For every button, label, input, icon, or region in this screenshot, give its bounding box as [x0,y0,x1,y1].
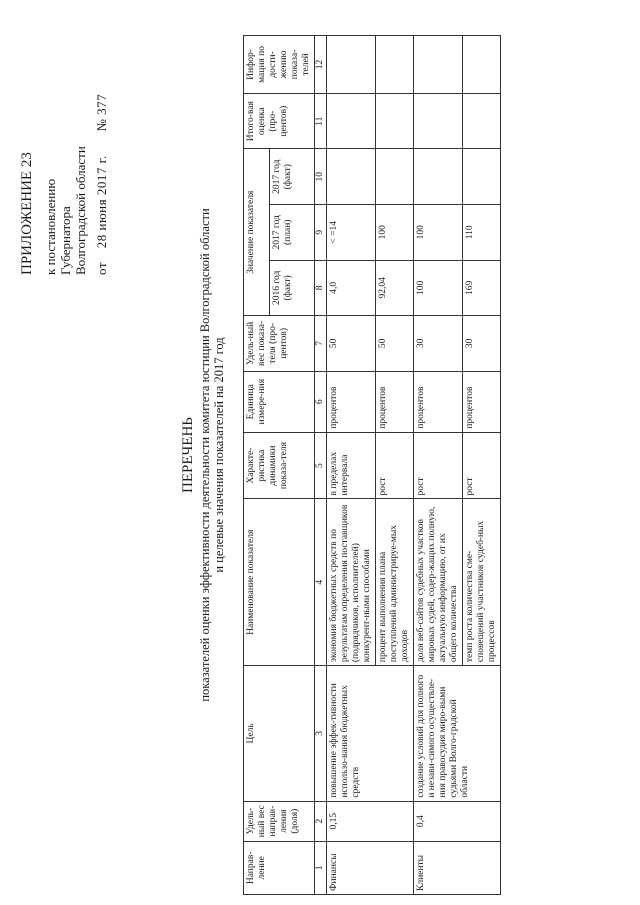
col-header-values-group: Значение показателя [244,149,270,316]
table-header-row [244,36,270,895]
cell-unit: процентов [376,371,414,432]
column-number: 6 [315,371,327,432]
date-year: 2017 г. [94,155,109,196]
cell-info [327,36,376,94]
subtitle-line-1: показателей оценки эффективности деятельности комитета юстиции Волгоградской области [198,208,212,702]
cell-direction: Финансы [327,841,414,894]
col-header-direction: Направ-ление [244,841,315,894]
column-number: 8 [315,260,327,316]
cell-2016: 169 [463,260,501,316]
cell-indicator: темп роста количества сме-сповещений участников судеб-ных процессов [463,499,501,666]
cell-direction: Клиенты [414,841,501,894]
governor-line: Губернатора [58,206,73,275]
cell-dynamics: в пределах интервала [327,432,376,499]
cell-indicator: доля веб-сайтов судебных участков мировых судей, содер-жащих полную, актуальную информацию, от их общего количества [414,499,463,666]
indicators-table [243,35,501,895]
cell-indicator-weight: 30 [463,316,501,372]
column-number: 3 [315,666,327,802]
column-number: 10 [315,149,327,205]
region-line: Волгоградской области [73,146,88,275]
cell-info [463,36,501,94]
date-day: 28 [94,234,109,249]
cell-indicator-weight: 50 [327,316,376,372]
col-header-weight: Удель-ный вес направ-ления (доля) [244,801,315,841]
cell-unit: процентов [463,371,501,432]
cell-dynamics: рост [463,432,501,499]
column-number: 11 [315,93,327,149]
column-number: 5 [315,432,327,499]
cell-weight: 0,4 [414,801,501,841]
decree-line: к постановлению [43,178,58,275]
cell-total [376,93,414,149]
document-subtitle [198,65,226,845]
col-header-info: Инфор-мация по дости-жению показа-телей [244,36,315,94]
cell-2017-plan: 110 [463,205,501,261]
column-number: 1 [315,841,327,894]
table-row [327,36,376,895]
col-header-dynamics: Характе-ристика динамики показа-теля [244,432,315,499]
cell-2017-fact [376,149,414,205]
cell-goal: создание условий для полного и незави-симого осуществле-ния правосудия миро-выми судьями Волго-градской области [414,666,501,802]
cell-2016: 4,0 [327,260,376,316]
decree-number: 377 [94,93,109,115]
cell-unit: процентов [414,371,463,432]
decree-date-line [94,35,109,275]
cell-weight: 0,15 [327,801,414,841]
cell-total [414,93,463,149]
cell-goal: повышение эффек-тивности использо-вания бюджетных средств [327,666,414,802]
cell-2016: 100 [414,260,463,316]
cell-info [414,36,463,94]
col-header-2017-plan: 2017 год (план) [270,205,315,261]
cell-dynamics: рост [414,432,463,499]
cell-2017-plan: 100 [376,205,414,261]
col-header-unit: Единица измере-ния [244,371,315,432]
subtitle-line-2: и целевые значения показателей на 2017 год [212,337,226,573]
cell-indicator-weight: 30 [414,316,463,372]
column-number-row [315,36,327,895]
col-header-total: Итого-вая оценка (про-центов) [244,93,315,149]
cell-2017-fact [414,149,463,205]
decree-header [20,35,109,275]
cell-2017-plan: < =14 [327,205,376,261]
cell-indicator: экономия бюджетных средств по результатам определения поставщиков (подрядчиков, исполнителей) конкурент-ными способами [327,499,376,666]
cell-2017-plan: 100 [414,205,463,261]
number-label: № [94,118,109,132]
col-header-indicator-weight: Удель-ный вес показа-теля (про-центов) [244,316,315,372]
cell-unit: процентов [327,371,376,432]
cell-indicator-weight: 50 [376,316,414,372]
cell-dynamics: рост [376,432,414,499]
date-month: июня [94,198,109,231]
column-number: 9 [315,205,327,261]
col-header-goal: Цель [244,666,315,802]
cell-info [376,36,414,94]
cell-2017-fact [327,149,376,205]
cell-total [463,93,501,149]
cell-2016: 92,04 [376,260,414,316]
document-title: ПЕРЕЧЕНЬ [180,417,196,493]
cell-total [327,93,376,149]
cell-indicator: процент выполнения плана поступлений администрируе-мых доходов [376,499,414,666]
col-header-2016: 2016 год (факт) [270,260,315,316]
appendix-label: ПРИЛОЖЕНИЕ 23 [19,152,35,275]
col-header-2017-fact: 2017 год (факт) [270,149,315,205]
cell-2017-fact [463,149,501,205]
column-number: 4 [315,499,327,666]
column-number: 12 [315,36,327,94]
col-header-indicator: Наименование показателя [244,499,315,666]
column-number: 2 [315,801,327,841]
column-number: 7 [315,316,327,372]
date-prefix: от [94,261,109,275]
table-row [414,36,463,895]
